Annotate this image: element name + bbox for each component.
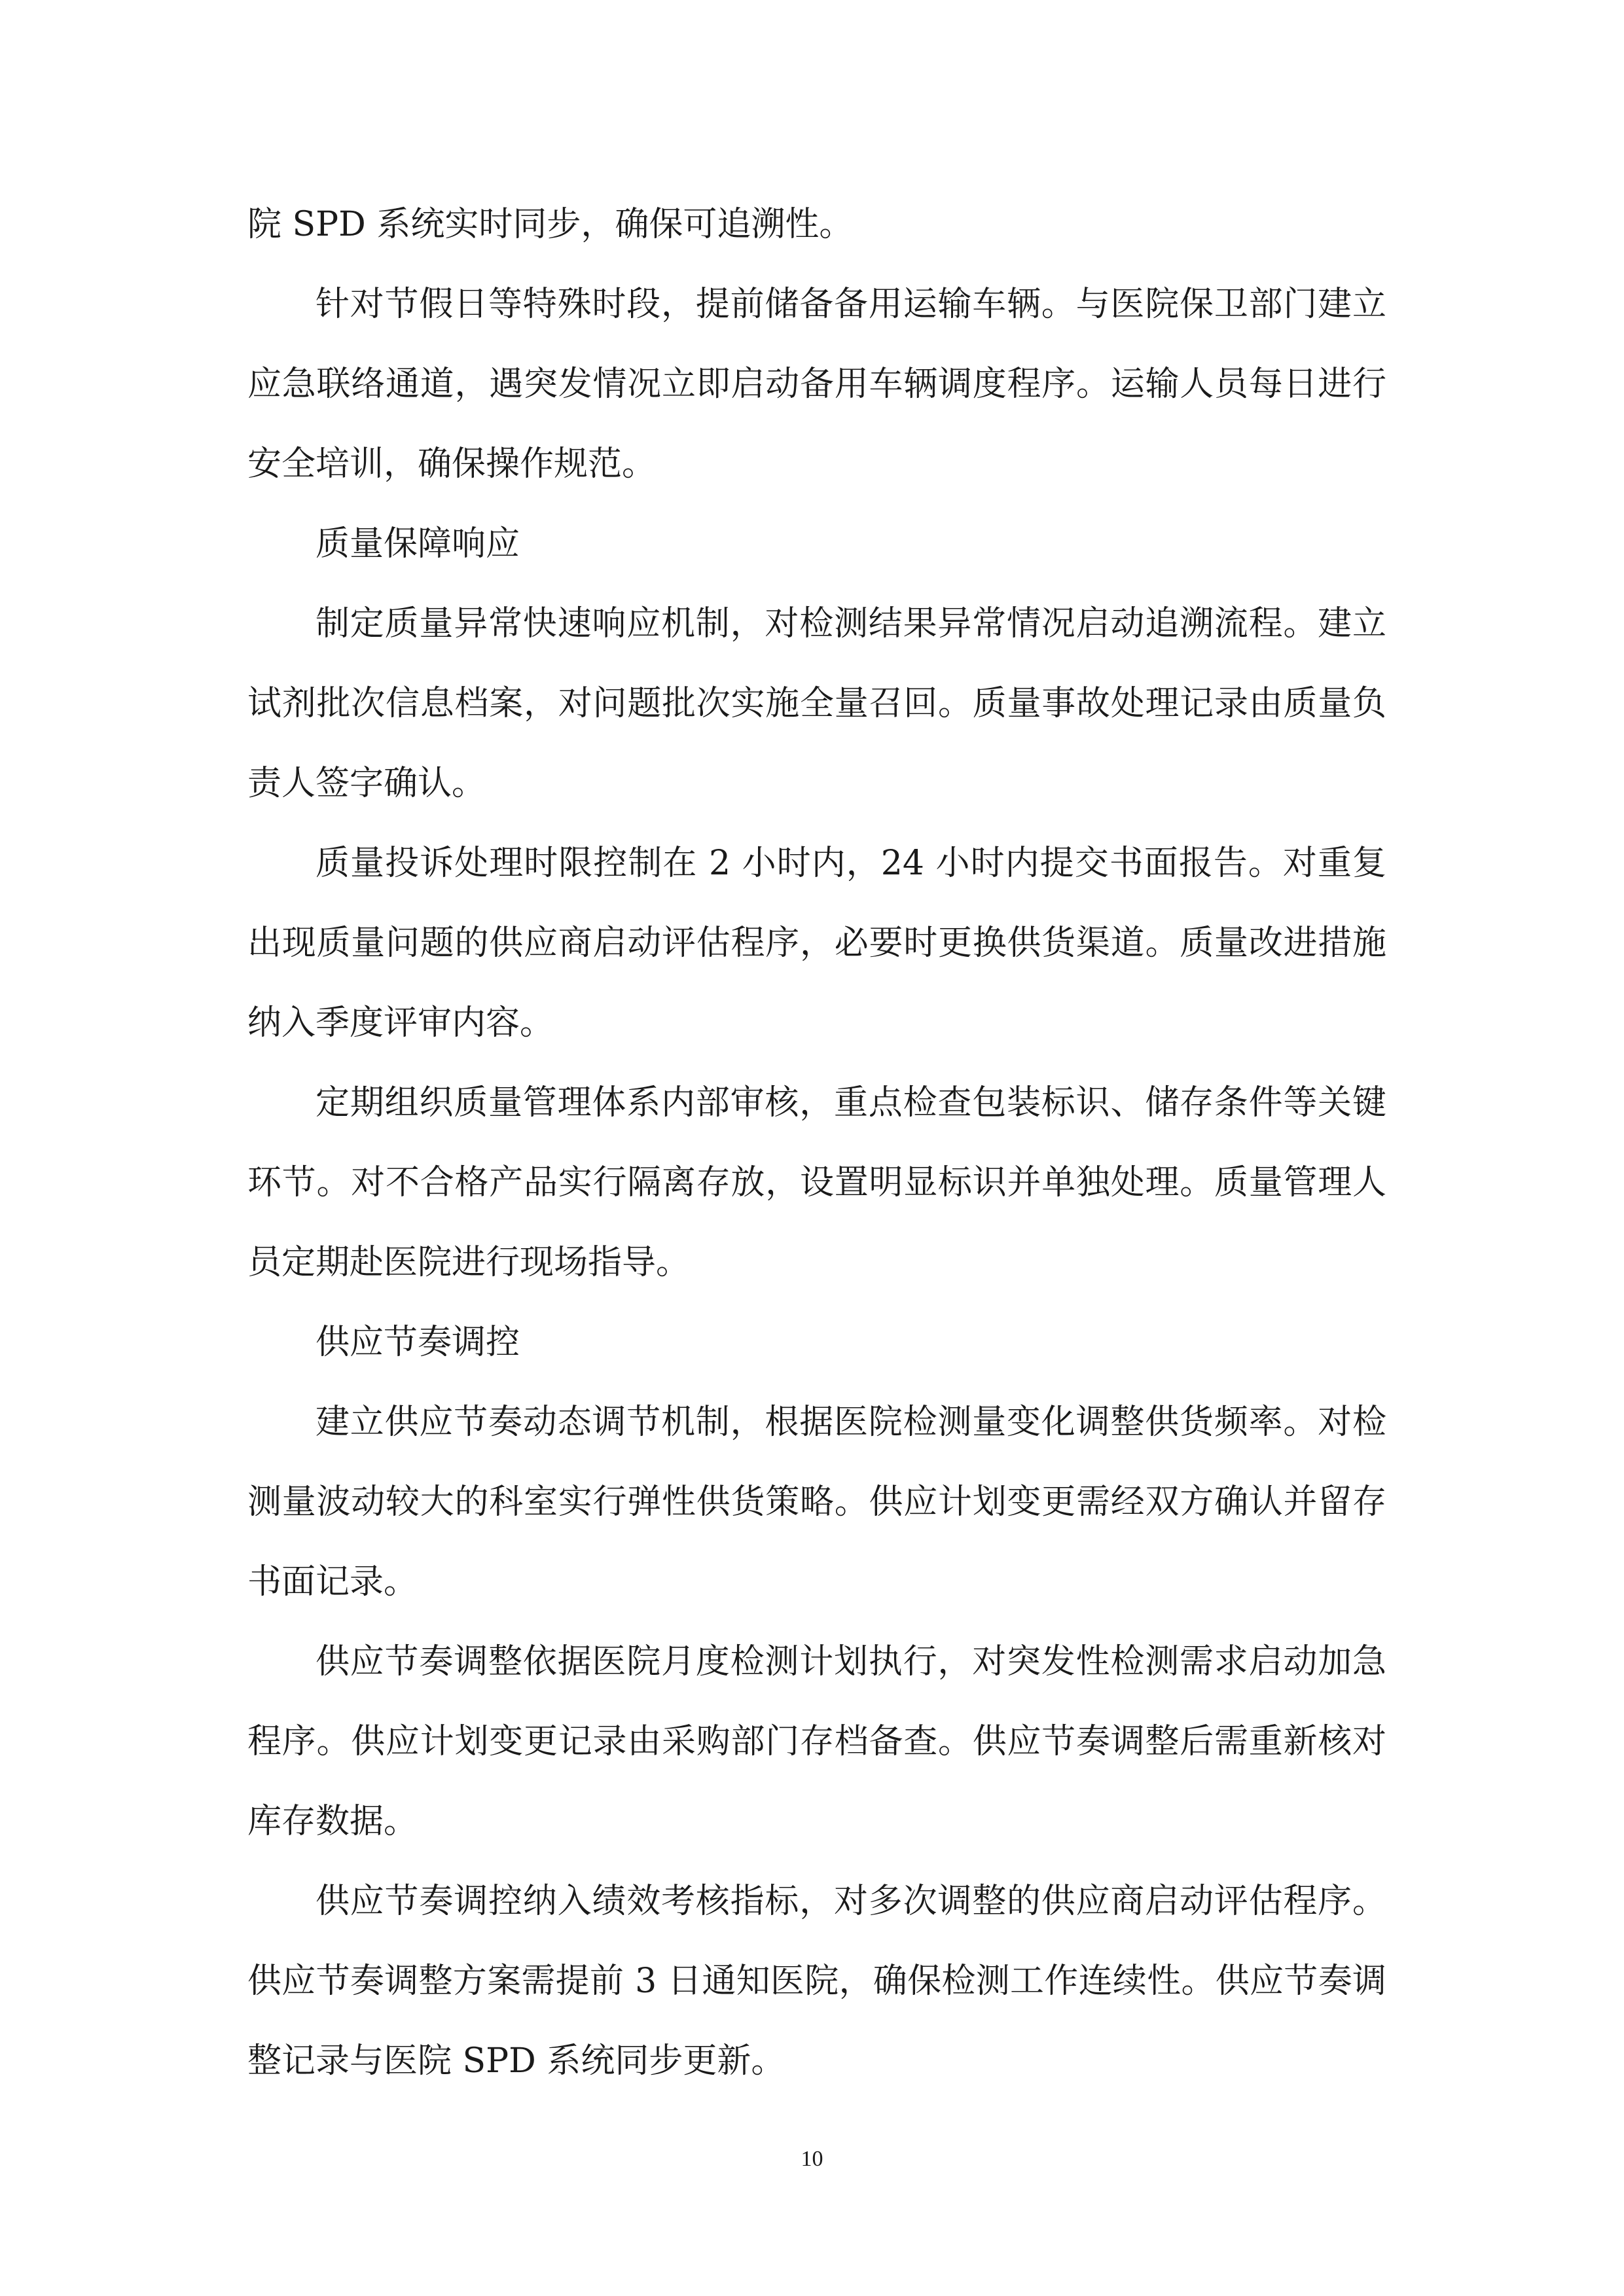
- page-number: 10: [801, 2147, 823, 2171]
- body-text: [247, 185, 1386, 2101]
- paragraph: 制定质量异常快速响应机制，对检测结果异常情况启动追溯流程。建立试剂批次信息档案，对问题批次实施全量召回。质量事故处理记录由质量负责人签字确认。: [247, 604, 1386, 803]
- paragraph: 建立供应节奏动态调节机制，根据医院检测量变化调整供货频率。对检测量波动较大的科室实行弹性供货策略。供应计划变更需经双方确认并留存书面记录。: [247, 1403, 1386, 1602]
- paragraph-continued: 院 SPD 系统实时同步，确保可追溯性。: [247, 205, 854, 244]
- paragraph: 供应节奏调控纳入绩效考核指标，对多次调整的供应商启动评估程序。供应节奏调整方案需提前 3 日通知医院，确保检测工作连续性。供应节奏调整记录与医院 SPD 系统同步更新。: [247, 1882, 1386, 2081]
- section-heading: 质量保障响应: [316, 524, 520, 564]
- paragraph: 质量投诉处理时限控制在 2 小时内，24 小时内提交书面报告。对重复出现质量问题的供应商启动评估程序，必要时更换供货渠道。质量改进措施纳入季度评审内容。: [247, 844, 1386, 1043]
- paragraph: 供应节奏调整依据医院月度检测计划执行，对突发性检测需求启动加急程序。供应计划变更记录由采购部门存档备查。供应节奏调整后需重新核对库存数据。: [247, 1642, 1386, 1841]
- paragraph: 针对节假日等特殊时段，提前储备备用运输车辆。与医院保卫部门建立应急联络通道，遇突发情况立即启动备用车辆调度程序。运输人员每日进行安全培训，确保操作规范。: [247, 285, 1386, 484]
- paragraph: 定期组织质量管理体系内部审核，重点检查包装标识、储存条件等关键环节。对不合格产品实行隔离存放，设置明显标识并单独处理。质量管理人员定期赴医院进行现场指导。: [247, 1083, 1386, 1282]
- section-heading: 供应节奏调控: [316, 1323, 520, 1362]
